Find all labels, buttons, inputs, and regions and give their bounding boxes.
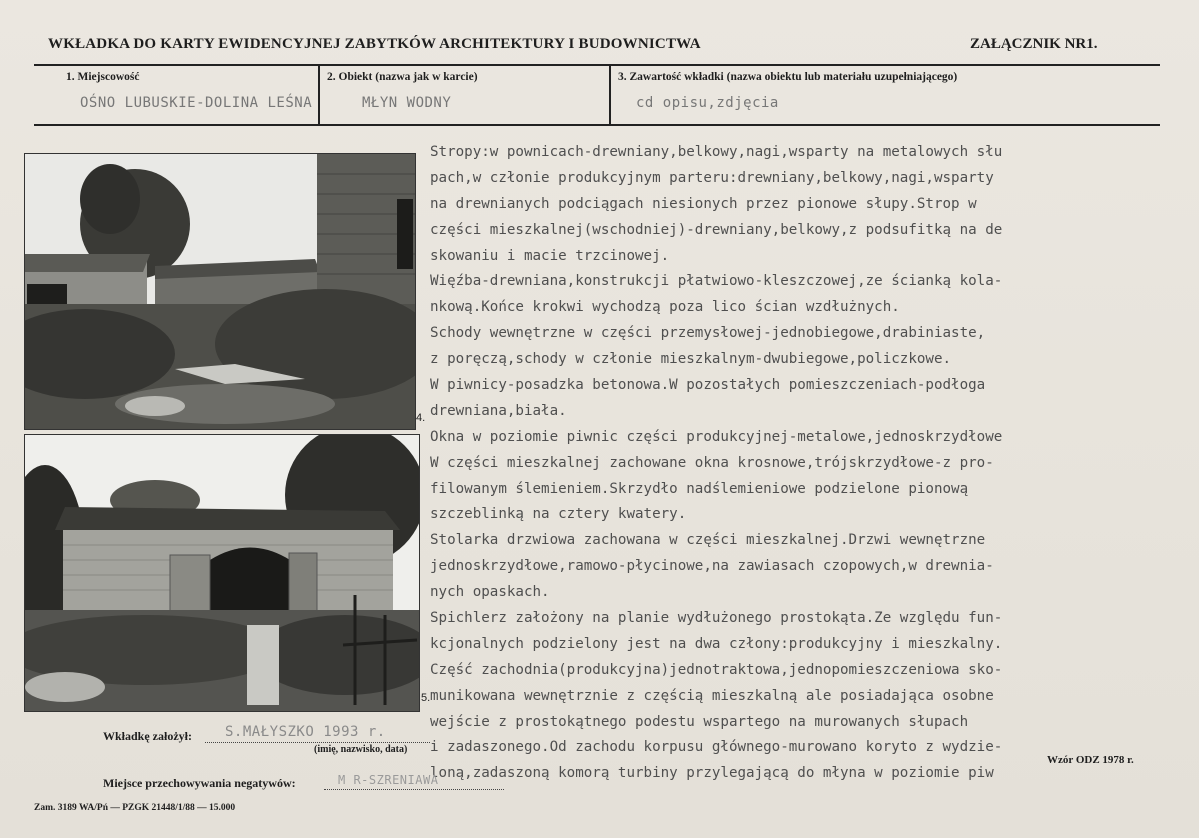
description-line: Spichlerz założony na planie wydłużonego prostokąta.Ze względu fun- [430, 610, 1003, 627]
author-dotted-line [205, 742, 430, 743]
description-line: Stolarka drzwiowa zachowana w części mieszkalnej.Drzwi wewnętrzne [430, 532, 986, 549]
description-line: skowaniu i macie trzcinowej. [430, 247, 670, 264]
description-text [430, 140, 1120, 787]
object-value: MŁYN WODNY [362, 95, 452, 111]
negatives-dotted-line [324, 789, 504, 790]
description-line: i zadaszonego.Od zachodu korpusu głównego-murowano koryto z wydzie- [430, 739, 1003, 756]
description-line: filowanym ślemieniem.Skrzydło nadślemieniowe podzielone pionową [430, 480, 969, 497]
negatives-value: M R-SZRENIAWA [338, 773, 439, 787]
author-label: Wkładkę założył: [103, 729, 192, 743]
description-line: kcjonalnych podzielony jest na dwa człony:produkcyjny i mieszkalny. [430, 635, 1003, 652]
description-line: jednoskrzydłowe,ramowo-płycinowe,na zawiasach czopowych,w drewnia- [430, 558, 994, 575]
photo-1-number: 4. [416, 412, 426, 424]
photo-shed-image [25, 435, 419, 711]
form-title: WKŁADKA DO KARTY EWIDENCYJNEJ ZABYTKÓW ARCHITEKTURY I BUDOWNICTWA [48, 36, 701, 52]
description-line: Część zachodnia(produkcyjna)jednotraktowa,jednopomieszczeniowa sko- [430, 661, 1003, 678]
field-divider-1 [318, 64, 320, 126]
description-line: W części mieszkalnej zachowane okna krosnowe,trójskrzydłowe-z pro- [430, 454, 994, 471]
description-line: Schody wewnętrzne w części przemysłowej-jednobiegowe,drabiniaste, [430, 325, 986, 342]
description-line: munikowana wewnętrznie z częścią mieszkalną ale posiadająca osobne [430, 687, 994, 704]
annex-number: ZAŁĄCZNIK NR1. [970, 36, 1098, 52]
locality-value: OŚNO LUBUSKIE-DOLINA LEŚNA [80, 95, 313, 111]
fields-bottom-rule [34, 124, 1160, 126]
description-line: W piwnicy-posadzka betonowa.W pozostałych pomieszczeniach-podłoga [430, 377, 986, 394]
description-line: nych opaskach. [430, 584, 550, 601]
description-line: części mieszkalnej(wschodniej)-drewniany,belkowy,z podsufitką na de [430, 221, 1003, 238]
description-line: nkową.Końce krokwi wychodzą poza lico ścian wzdłużnych. [430, 299, 900, 316]
field-divider-2 [609, 64, 611, 126]
description-line: wejście z prostokątnego podestu wspartego na murowanych słupach [430, 713, 969, 730]
description-line: na drewnianych podciągach niesionych przez pionowe słupy.Strop w [430, 195, 977, 212]
object-label: 2. Obiekt (nazwa jak w karcie) [327, 71, 478, 83]
photo-shed [24, 434, 420, 712]
negatives-label: Miejsce przechowywania negatywów: [103, 776, 296, 790]
photo-2-number: 5. [421, 692, 431, 704]
print-code: Zam. 3189 WA/Pń — PZGK 21448/1/88 — 15.000 [34, 803, 236, 813]
description-line: Więźba-drewniana,konstrukcji płatwiowo-kleszczowej,ze ścianką kola- [430, 273, 1003, 290]
description-line: Okna w poziomie piwnic części produkcyjnej-metalowe,jednoskrzydłowe [430, 428, 1003, 445]
locality-label: 1. Miejscowość [66, 71, 140, 83]
description-line: pach,w członie produkcyjnym parteru:drewniany,belkowy,nagi,wsparty [430, 169, 994, 186]
description-line: drewniana,biała. [430, 402, 567, 419]
description-line: szczeblinką na cztery kwatery. [430, 506, 687, 523]
contents-value: cd opisu,zdjęcia [636, 95, 779, 111]
contents-label: 3. Zawartość wkładki (nazwa obiektu lub materiału uzupełniającego) [618, 71, 958, 83]
photo-mill-overgrown [24, 153, 416, 430]
description-line: z poręczą,schody w członie mieszkalnym-dwubiegowe,policzkowe. [430, 351, 952, 368]
author-value: S.MAŁYSZKO 1993 r. [225, 724, 386, 740]
photo-mill-image [25, 154, 415, 429]
description-line: loną,zadaszoną komorą turbiny przylegającą do młyna w poziomie piw [430, 765, 994, 782]
description-line: Stropy:w pownicach-drewniany,belkowy,nagi,wsparty na metalowych słu [430, 144, 1003, 160]
top-rule [34, 64, 1160, 66]
author-caption: (imię, nazwisko, data) [314, 744, 408, 755]
form-model: Wzór ODZ 1978 r. [1047, 754, 1134, 766]
